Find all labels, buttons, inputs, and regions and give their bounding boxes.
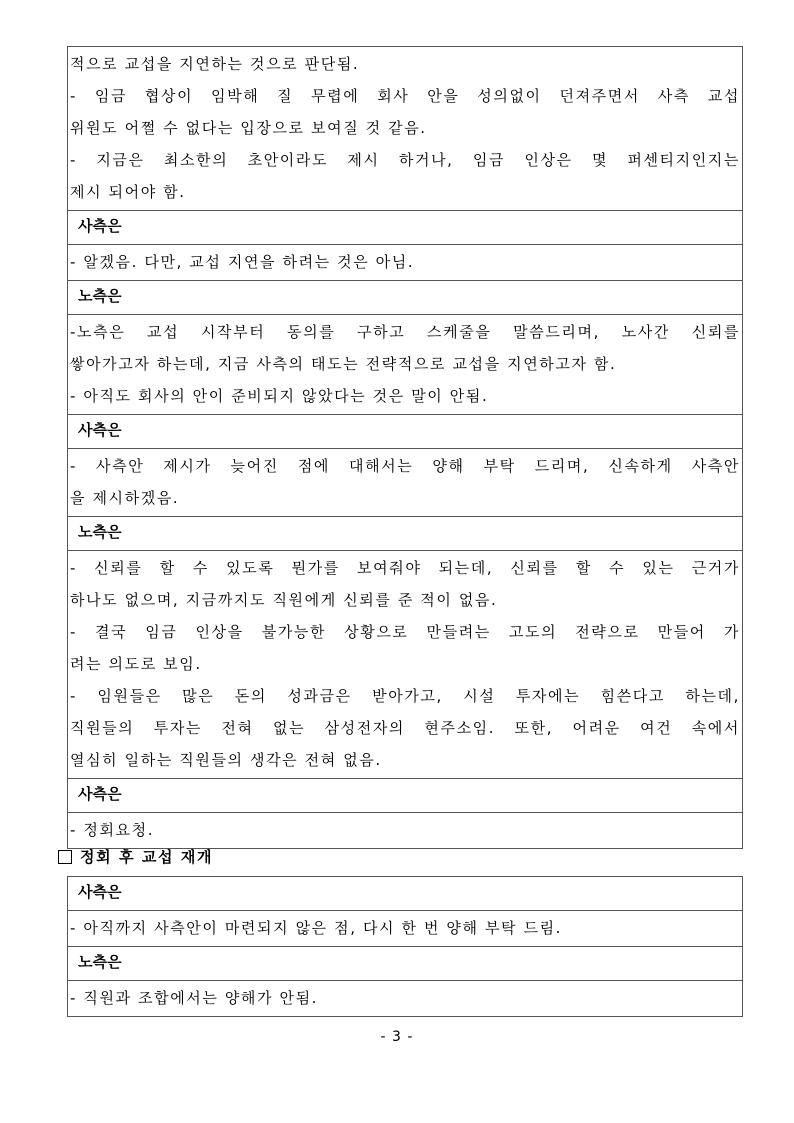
statement-cell	[68, 449, 743, 517]
speaker-label: 사측은	[78, 883, 122, 901]
statement-cell	[68, 245, 743, 281]
statement-line: - 아직까지 사측안이 마련되지 않은 점, 다시 한 번 양해 부탁 드림.	[70, 919, 563, 937]
statement-row	[68, 245, 743, 281]
minutes-table	[67, 46, 743, 849]
statement-row	[68, 911, 743, 947]
speaker-row	[68, 281, 743, 315]
statement-row	[68, 551, 743, 779]
statement-row	[68, 449, 743, 517]
statement-line: 열심히 일하는 직원들의 생각은 전혀 없음.	[70, 751, 382, 769]
speaker-label: 사측은	[78, 785, 122, 803]
statement-line: - 사측안 제시가 늦어진 점에 대해서는 양해 부탁 드리며, 신속하게 사측안	[70, 457, 740, 475]
speaker-label: 노측은	[78, 523, 122, 541]
speaker-cell	[68, 947, 743, 981]
statement-line: 적으로 교섭을 지연하는 것으로 판단됨.	[70, 55, 360, 73]
statement-line: 려는 의도로 보임.	[70, 655, 202, 673]
resume-table	[67, 876, 743, 1017]
statement-row	[68, 981, 743, 1017]
section-title	[58, 842, 213, 872]
statement-row	[68, 47, 743, 211]
statement-line: 하나도 없으며, 지금까지도 직원에게 신뢰를 준 적이 없음.	[70, 591, 498, 609]
speaker-row	[68, 517, 743, 551]
statement-line: - 정회요청.	[70, 821, 155, 839]
page-number: - 3 -	[380, 1029, 414, 1045]
speaker-row	[68, 415, 743, 449]
statement-line: - 임원들은 많은 돈의 성과금은 받아가고, 시설 투자에는 힘쓴다고 하는데,	[70, 687, 740, 705]
speaker-cell	[68, 517, 743, 551]
speaker-row	[68, 211, 743, 245]
statement-line: - 직원과 조합에서는 양해가 안됨.	[70, 989, 319, 1007]
statement-line: 직원들의 투자는 전혀 없는 삼성전자의 현주소임. 또한, 어려운 여건 속에서	[70, 719, 740, 737]
speaker-row	[68, 877, 743, 911]
statement-cell	[68, 315, 743, 415]
speaker-label: 사측은	[78, 217, 122, 235]
speaker-label: 노측은	[78, 287, 122, 305]
statement-line: 을 제시하겠음.	[70, 489, 180, 507]
statement-line: 쌓아가고자 하는데, 지금 사측의 태도는 전략적으로 교섭을 지연하고자 함.	[70, 355, 617, 373]
speaker-cell	[68, 281, 743, 315]
speaker-label: 노측은	[78, 953, 122, 971]
checkbox-square-icon	[58, 850, 72, 864]
speaker-cell	[68, 415, 743, 449]
statement-line: - 임금 협상이 임박해 질 무렵에 회사 안을 성의없이 던져주면서 사측 교섭	[70, 87, 740, 105]
statement-line: 제시 되어야 함.	[70, 183, 186, 201]
statement-cell	[68, 911, 743, 947]
statement-cell	[68, 551, 743, 779]
statement-row	[68, 315, 743, 415]
speaker-cell	[68, 877, 743, 911]
statement-line: - 신뢰를 할 수 있도록 뭔가를 보여줘야 되는데, 신뢰를 할 수 있는 근거가	[70, 559, 740, 577]
statement-cell	[68, 981, 743, 1017]
speaker-cell	[68, 211, 743, 245]
statement-line: 위원도 어쩔 수 없다는 입장으로 보여질 것 같음.	[70, 119, 427, 137]
statement-line: - 지금은 최소한의 초안이라도 제시 하거나, 임금 인상은 몇 퍼센티지인지는	[70, 151, 740, 169]
speaker-row	[68, 947, 743, 981]
statement-line: - 결국 임금 인상을 불가능한 상황으로 만들려는 고도의 전략으로 만들어 가	[70, 623, 740, 641]
statement-line: - 알겠음. 다만, 교섭 지연을 하려는 것은 아님.	[70, 253, 415, 271]
statement-line: - 아직도 회사의 안이 준비되지 않았다는 것은 말이 안됨.	[70, 387, 489, 405]
statement-cell	[68, 47, 743, 211]
speaker-label: 사측은	[78, 421, 122, 439]
speaker-cell	[68, 779, 743, 813]
statement-line: -노측은 교섭 시작부터 동의를 구하고 스케줄을 말씀드리며, 노사간 신뢰를	[70, 323, 740, 341]
section-title-text: 정회 후 교섭 재개	[80, 848, 214, 866]
speaker-row	[68, 779, 743, 813]
